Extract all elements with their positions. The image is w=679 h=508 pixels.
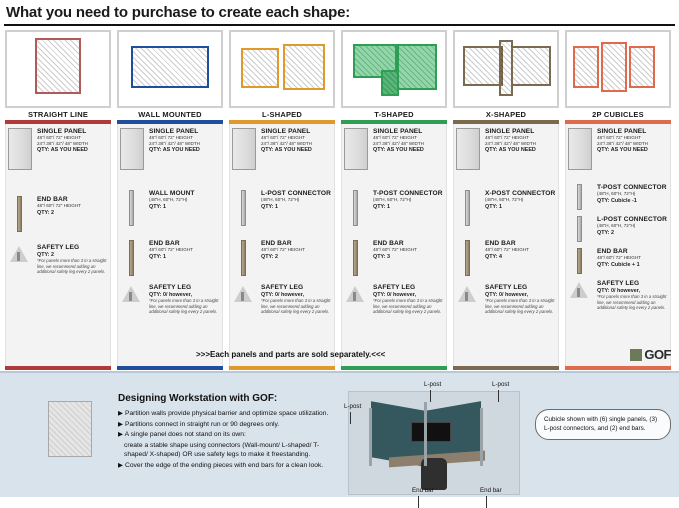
part-name: SINGLE PANEL <box>149 128 199 135</box>
part-dims: (48"H, 60"H, 72"H) <box>597 223 636 228</box>
bottom-section <box>0 371 679 497</box>
shape-label: WALL MOUNTED <box>138 110 202 119</box>
part-name: SAFETY LEG <box>37 244 80 251</box>
safety-leg-icon <box>232 284 258 315</box>
part-item <box>568 184 668 210</box>
part-item <box>344 240 444 276</box>
part-note: *For panels more than 3 in a straight line, we recommend adding an additional safety leg every 2 panels. <box>37 258 107 275</box>
part-name: SINGLE PANEL <box>485 128 535 135</box>
sold-separately-notice: >>>Each panels and parts are sold separately.<<< <box>196 350 386 359</box>
part-name: L-POST CONNECTOR <box>261 190 331 197</box>
part-name: T-POST CONNECTOR <box>597 184 667 191</box>
column-t-shaped <box>338 26 450 370</box>
part-note: *For panels more than 3 in a straight line, we recommend adding an additional safety leg every 2 panels. <box>149 298 219 315</box>
part-name: SINGLE PANEL <box>373 128 423 135</box>
connector-icon <box>344 190 370 226</box>
part-dims: 48"/ 60"/ 72" HEIGHT 24"/ 36"/ 42"/ 48" WIDTH <box>485 135 536 146</box>
part-dims: 48"/ 60"/ 72" HEIGHT <box>485 247 529 252</box>
bottom-heading: Designing Workstation with GOF: <box>118 393 278 404</box>
shape-illustration-2p-cubicles <box>565 30 671 108</box>
part-name: SINGLE PANEL <box>261 128 311 135</box>
bullet-item: ▶ Partition walls provide physical barrier and optimize space utilization. <box>118 410 329 417</box>
part-item <box>232 190 332 226</box>
part-item <box>8 128 108 170</box>
safety-leg-icon <box>344 284 370 315</box>
part-qty: QTY: AS YOU NEED <box>485 147 536 154</box>
bullet-item: ▶ A single panel does not stand on its own: <box>118 431 246 439</box>
part-qty: QTY: 1 <box>485 203 502 210</box>
part-qty: QTY: 0/ however, <box>597 288 641 294</box>
label-endbar-left: End bar <box>412 487 434 494</box>
part-dims: (48"H, 60"H, 72"H) <box>261 197 300 202</box>
shape-label: STRAIGHT LINE <box>27 110 89 119</box>
column-2p-cubicles <box>562 26 674 370</box>
safety-leg-icon <box>8 244 34 275</box>
bullet-item: ▶ Cover the edge of the ending pieces with end bars for a clean look. <box>118 461 324 469</box>
bullet-item: create a stable shape using connectors (Wall-mount/ L-shaped/ T-shaped/ X-shaped) OR use safety legs to make it freestanding. <box>124 441 320 459</box>
panel-sample-image <box>48 401 92 457</box>
shape-illustration-l-shaped <box>229 30 335 108</box>
part-dims: (48"H, 60"H, 72"H) <box>485 197 524 202</box>
part-qty: QTY: 1 <box>149 203 166 210</box>
part-item <box>120 284 220 315</box>
safety-leg-icon <box>456 284 482 315</box>
part-dims: 48"/ 60"/ 72" HEIGHT 24"/ 36"/ 42"/ 48" WIDTH <box>261 135 312 146</box>
part-item <box>568 248 668 274</box>
part-note: *For panels more than 3 in a straight line, we recommend adding an additional safety leg every 2 panels. <box>261 298 331 315</box>
part-item <box>8 196 108 232</box>
part-item <box>8 244 108 275</box>
part-item <box>344 128 444 170</box>
panel-icon <box>8 128 34 170</box>
connector-icon <box>456 190 482 226</box>
shape-illustration-straight-line <box>5 30 111 108</box>
part-qty: QTY: Cubicle -1 <box>597 197 637 204</box>
panel-icon <box>568 128 594 170</box>
brand-logo <box>630 347 671 362</box>
part-item <box>456 284 556 315</box>
part-qty: QTY: 0/ however, <box>373 292 417 298</box>
part-qty: QTY: 0/ however, <box>485 292 529 298</box>
part-name: SAFETY LEG <box>597 280 640 287</box>
label-lpost-mid: L-post <box>424 381 442 388</box>
column-l-shaped <box>226 26 338 370</box>
part-item <box>344 190 444 226</box>
part-dims: 48"/ 60"/ 72" HEIGHT 24"/ 36"/ 42"/ 48" WIDTH <box>373 135 424 146</box>
bottom-bullets <box>118 409 330 471</box>
shape-illustration-x-shaped <box>453 30 559 108</box>
part-qty: QTY: AS YOU NEED <box>37 147 88 154</box>
safety-leg-icon <box>568 280 594 311</box>
part-qty: QTY: 2 <box>597 229 614 236</box>
cubicle-callout: Cubicle shown with (6) single panels, (3) L-post connectors, and (2) end bars. <box>535 409 671 440</box>
part-item <box>568 128 668 170</box>
part-note: *For panels more than 3 in a straight line, we recommend adding an additional safety leg every 2 panels. <box>597 294 667 311</box>
end-bar-icon <box>8 196 34 232</box>
part-qty: QTY: AS YOU NEED <box>373 147 424 154</box>
brand-name: GOF <box>644 347 671 362</box>
column-straight-line <box>2 26 114 370</box>
part-name: SAFETY LEG <box>485 284 528 291</box>
part-qty: QTY: Cubicle + 1 <box>597 261 640 268</box>
part-qty: QTY: AS YOU NEED <box>597 147 648 154</box>
connector-icon <box>232 190 258 226</box>
part-dims: 48"/ 60"/ 72" HEIGHT 24"/ 36"/ 42"/ 48" WIDTH <box>37 135 88 146</box>
bullet-item: ▶ Partitions connect in straight run or 90 degrees only. <box>118 420 280 428</box>
shape-illustration-wall-mounted <box>117 30 223 108</box>
end-bar-icon <box>232 240 258 276</box>
part-item <box>232 284 332 315</box>
connector-icon <box>568 216 594 242</box>
part-qty: QTY: 1 <box>373 203 390 210</box>
part-dims: 48"/ 60"/ 72" HEIGHT <box>37 203 81 208</box>
connector-icon <box>568 184 594 210</box>
part-name: T-POST CONNECTOR <box>373 190 443 197</box>
part-item <box>120 128 220 170</box>
shape-label: X-SHAPED <box>485 110 527 119</box>
panel-icon <box>456 128 482 170</box>
part-item <box>120 240 220 276</box>
part-qty: QTY: 1 <box>149 253 166 260</box>
safety-leg-icon <box>120 284 146 315</box>
part-name: END BAR <box>261 240 292 247</box>
parts-list <box>453 124 559 356</box>
part-item <box>456 190 556 226</box>
end-bar-icon <box>120 240 146 276</box>
part-qty: QTY: AS YOU NEED <box>261 147 312 154</box>
notice-row <box>0 347 679 369</box>
end-bar-icon <box>344 240 370 276</box>
part-dims: 48"/ 60"/ 72" HEIGHT <box>373 247 417 252</box>
part-dims: 48"/ 60"/ 72" HEIGHT 24"/ 36"/ 42"/ 48" WIDTH <box>597 135 648 146</box>
shape-label: 2P CUBICLES <box>592 110 644 119</box>
part-qty: QTY: 0/ however, <box>261 292 305 298</box>
part-dims: (48"H, 60"H, 72"H) <box>373 197 412 202</box>
part-qty: QTY: 3 <box>373 253 390 260</box>
panel-icon <box>344 128 370 170</box>
part-name: X-POST CONNECTOR <box>485 190 556 197</box>
connector-icon <box>120 190 146 226</box>
part-item <box>456 128 556 170</box>
parts-list <box>341 124 447 356</box>
part-item <box>232 240 332 276</box>
column-x-shaped <box>450 26 562 370</box>
part-dims: 48"/ 60"/ 72" HEIGHT <box>149 247 193 252</box>
parts-list <box>117 124 223 356</box>
parts-list <box>565 124 671 356</box>
part-name: END BAR <box>37 196 68 203</box>
part-dims: 48"/ 60"/ 72" HEIGHT <box>261 247 305 252</box>
part-name: SAFETY LEG <box>261 284 304 291</box>
part-name: SINGLE PANEL <box>597 128 647 135</box>
part-qty: QTY: 4 <box>485 253 502 260</box>
part-name: END BAR <box>149 240 180 247</box>
workstation-photo <box>348 391 520 495</box>
part-dims: (48"H, 60"H, 72"H) <box>149 197 188 202</box>
panel-icon <box>232 128 258 170</box>
part-qty: QTY: 2 <box>37 209 54 216</box>
part-item <box>344 284 444 315</box>
panel-icon <box>120 128 146 170</box>
part-qty: QTY: 2 <box>37 252 54 258</box>
label-lpost-left: L-post <box>344 403 362 410</box>
part-item <box>568 216 668 242</box>
part-name: L-POST CONNECTOR <box>597 216 667 223</box>
part-name: END BAR <box>373 240 404 247</box>
shape-columns <box>0 26 679 370</box>
part-dims: (48"H, 60"H, 72"H) <box>597 191 636 196</box>
parts-list <box>229 124 335 356</box>
part-item <box>120 190 220 226</box>
part-name: SAFETY LEG <box>149 284 192 291</box>
part-name: WALL MOUNT <box>149 190 195 197</box>
label-lpost-right: L-post <box>492 381 510 388</box>
part-qty: QTY: 1 <box>261 203 278 210</box>
gof-logo-icon <box>630 349 642 361</box>
shape-label: T-SHAPED <box>374 110 414 119</box>
part-name: END BAR <box>485 240 516 247</box>
part-item <box>456 240 556 276</box>
part-dims: 48"/ 60"/ 72" HEIGHT 24"/ 36"/ 42"/ 48" WIDTH <box>149 135 200 146</box>
part-note: *For panels more than 3 in a straight line, we recommend adding an additional safety leg every 2 panels. <box>373 298 443 315</box>
part-name: END BAR <box>597 248 628 255</box>
parts-list <box>5 124 111 356</box>
column-wall-mounted <box>114 26 226 370</box>
part-name: SAFETY LEG <box>373 284 416 291</box>
shape-illustration-t-shaped <box>341 30 447 108</box>
part-qty: QTY: 0/ however, <box>149 292 193 298</box>
part-item <box>568 280 668 311</box>
end-bar-icon <box>568 248 594 274</box>
part-dims: 48"/ 60"/ 72" HEIGHT <box>597 255 641 260</box>
part-item <box>232 128 332 170</box>
part-qty: QTY: AS YOU NEED <box>149 147 200 154</box>
part-note: *For panels more than 3 in a straight line, we recommend adding an additional safety leg every 2 panels. <box>485 298 555 315</box>
shape-label: L-SHAPED <box>262 110 302 119</box>
part-qty: QTY: 2 <box>261 253 278 260</box>
part-name: SINGLE PANEL <box>37 128 87 135</box>
end-bar-icon <box>456 240 482 276</box>
label-endbar-right: End bar <box>480 487 502 494</box>
page-title: What you need to purchase to create each shape: <box>6 4 351 21</box>
